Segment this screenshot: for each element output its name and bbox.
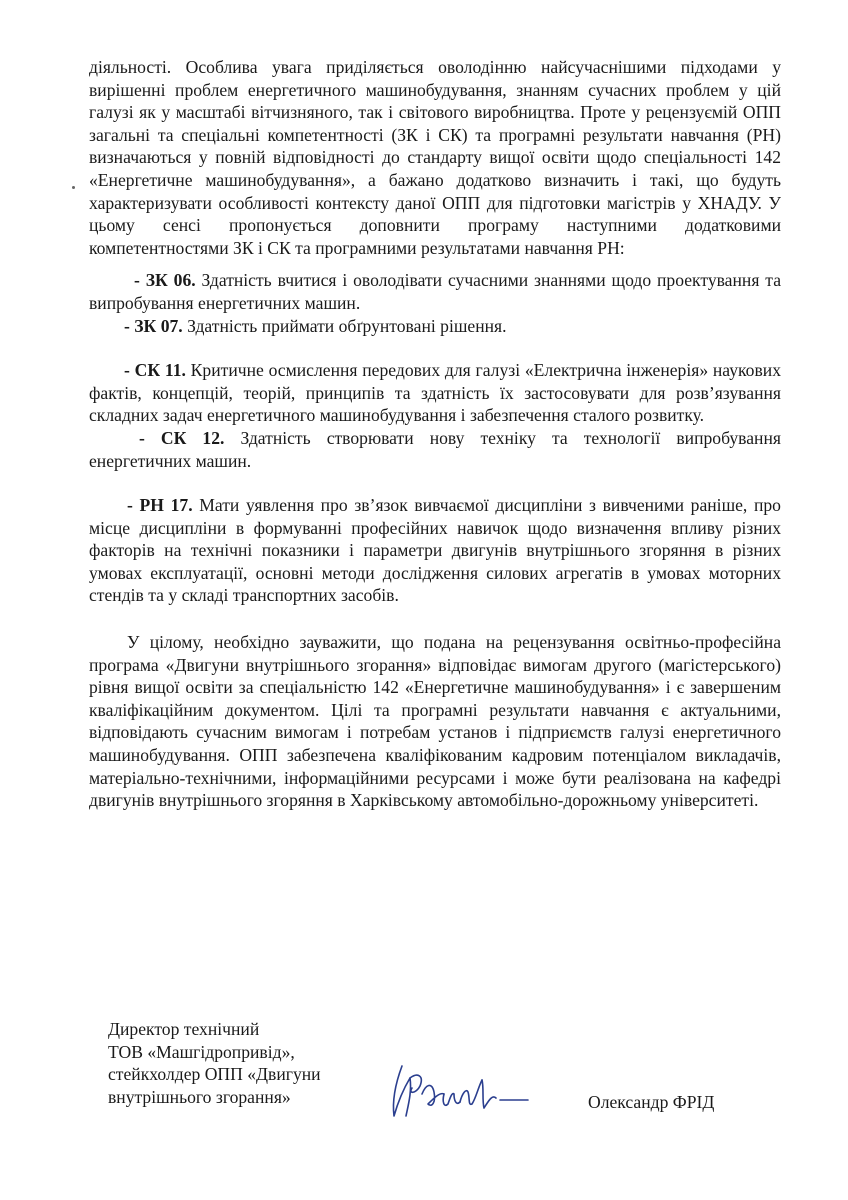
signer-program-line: внутрішнього згорання» (108, 1086, 291, 1107)
item-zk07: - ЗК 07. Здатність приймати обґрунтовані рішення. (124, 315, 507, 336)
item-text: Критичне осмислення передових для галузі «Електрична інженерія» наукових фактів, концепцій, теорій, принципів та здатність їх застосовувати для розв’язування складних задач енергетичного машинобудування і забезпечення сталого розвитку. (89, 360, 781, 426)
item-zk06: - ЗК 06. Здатність вчитися і оволодівати сучасними знаннями щодо проектування та випробування енергетичних машин. (89, 270, 781, 313)
item-text: Здатність створювати нову техніку та технології випробування енергетичних машин. (89, 427, 781, 471)
item-text: Здатність вчитися і оволодівати сучасними знаннями щодо проектування та випробування енергетичних машин. (89, 270, 781, 313)
item-code: РН 17. (139, 495, 193, 516)
item-sk12: - СК 12. Здатність створювати нову техніку та технології випробування енергетичних машин. (89, 427, 781, 471)
item-code: ЗК 06. (145, 270, 196, 291)
handwritten-signature (388, 1058, 533, 1120)
signer-title-line: Директор технічний (108, 1019, 260, 1039)
item-code: СК 12. (160, 427, 225, 448)
item-rn17: - РН 17. Мати уявлення про зв’язок вивчаємої дисципліни з вивченими раніше, про місце дисципліни в формуванні професійних навичок щодо визначення впливу різних факторів на технічні показники і параметри двигунів внутрішнього згоряння в різних умовах експлуатації, основні методи дослідження силових агрегатів в умовах моторних стендів та у складі транспортних засобів. (89, 495, 781, 606)
signer-role-line: стейкхолдер ОПП «Двигуни (108, 1064, 321, 1085)
scan-dot (72, 186, 75, 189)
intro-paragraph: діяльності. Особлива увага приділяється оволодінню найсучаснішими підходами у вирішенні проблем енергетичного машинобудування, знанням сучасних проблем у цій галузі як у масштабі вітчизняного, так і світового виробництва. Проте у рецензуємій ОПП загальні та спеціальні компетентності (ЗК і СК) та програмні результати навчання (РН) визначаються у повній відповідності до стандарту вищої освіти щодо спеціальності 142 «Енергетичне машинобудування», а бажано додатково визначить і такі, що будуть характеризувати особливості контексту даної ОПП для підготовки магістрів у ХНАДУ. У цьому сенсі пропонується доповнити програму наступними додатковими компетентностями ЗК і СК та програмними результатами навчання РН: (89, 57, 781, 258)
review-body (89, 56, 781, 812)
item-code: СК 11. (134, 360, 186, 381)
signer-name: Олександр ФРІД (588, 1092, 715, 1112)
signer-position (108, 1018, 321, 1108)
signer-company-line: ТОВ «Машгідропривід», (108, 1041, 295, 1062)
item-sk11: - СК 11. Критичне осмислення передових для галузі «Електрична інженерія» наукових фактів, концепцій, теорій, принципів та здатність їх застосовувати для розв’язування складних задач енергетичного машинобудування і забезпечення сталого розвитку. (89, 360, 781, 426)
item-code: ЗК 07. (134, 315, 183, 336)
item-text: Мати уявлення про зв’язок вивчаємої дисципліни з вивченими раніше, про місце дисципліни в формуванні професійних навичок щодо визначення впливу різних факторів на технічні показники і параметри двигунів внутрішнього згоряння в різних умовах експлуатації, основні методи дослідження силових агрегатів в умовах моторних стендів та у складі транспортних засобів. (89, 495, 781, 606)
conclusion-paragraph: У цілому, необхідно зауважити, що подана на рецензування освітньо-професійна програма «Двигуни внутрішнього згорання» відповідає вимогам другого (магістерського) рівня вищої освіти за спеціальністю 142 «Енергетичне машинобудування» і є завершеним кваліфікаційним документом. Цілі та програмні результати навчання є актуальними, відповідають сучасним вимогам і потребам установ і підприємств галузі енергетичного машинобудування. ОПП забезпечена кваліфікованим кадровим потенціалом викладачів, матеріально-технічними, інформаційними ресурсами і може бути реалізована на кафедрі двигунів внутрішнього згоряння в Харківському автомобільно-дорожньому університеті. (89, 632, 781, 811)
item-text: Здатність приймати обґрунтовані рішення. (182, 315, 507, 336)
